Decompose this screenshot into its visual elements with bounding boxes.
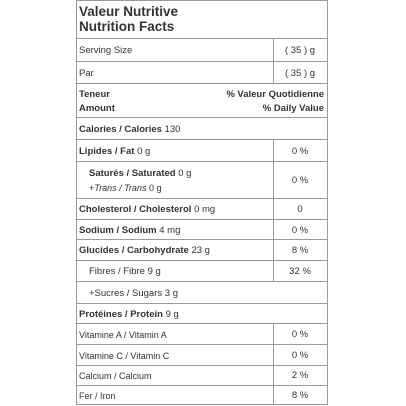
protein-row <box>77 303 327 323</box>
saturated-trans-row <box>77 161 327 198</box>
fibre-label: Fibres / Fibre <box>89 266 145 277</box>
vitamin-c-label: Vitamine C / Vitamin C <box>79 351 170 361</box>
sugars-label: +Sucres / Sugars <box>89 288 163 299</box>
serving-size-value: ( 35 ) g <box>284 45 316 56</box>
par-value: ( 35 ) g <box>284 68 316 79</box>
cholesterol-text <box>79 204 215 215</box>
fibre-text <box>89 266 161 277</box>
cholesterol-label: Cholesterol / Cholesterol <box>79 204 192 215</box>
saturated-amount: 0 g <box>178 168 192 179</box>
sodium-amount: 4 mg <box>159 225 181 236</box>
calories-label: Calories / Calories <box>79 124 162 135</box>
nutrition-facts-table <box>76 0 328 405</box>
calcium-row <box>77 365 327 385</box>
teneur-label: Teneur <box>79 89 110 100</box>
saturated-trans-dv: 0 % <box>291 175 309 186</box>
sodium-row <box>77 219 327 239</box>
carbohydrate-text <box>79 245 210 256</box>
daily-value-french: % Valeur Quotidienne <box>226 89 324 100</box>
fat-text <box>79 146 150 157</box>
calories-row <box>77 117 327 139</box>
vitamin-a-label: Vitamine A / Vitamin A <box>79 330 167 340</box>
carbohydrate-label: Glucides / Carbohydrate <box>79 245 189 256</box>
fat-row <box>77 139 327 161</box>
serving-size-label: Serving Size <box>79 45 133 56</box>
table-title <box>77 1 327 37</box>
protein-text <box>79 309 179 320</box>
trans-prefix: + <box>89 183 95 193</box>
fat-label: Lipides / Fat <box>79 146 135 157</box>
title-english: Nutrition Facts <box>79 19 175 34</box>
serving-size-row <box>77 38 327 61</box>
cholesterol-row <box>77 198 327 219</box>
sodium-dv: 0 % <box>291 225 309 236</box>
sodium-text <box>79 225 180 236</box>
carbohydrate-row <box>77 239 327 260</box>
title-french: Valeur Nutritive <box>79 4 179 19</box>
saturated-text <box>89 168 191 179</box>
vitamin-a-dv: 0 % <box>291 329 309 340</box>
calcium-dv: 2 % <box>291 370 309 381</box>
protein-label: Protéines / Protein <box>79 309 163 320</box>
column-header-row <box>77 83 327 117</box>
fibre-amount: 9 g <box>147 266 161 277</box>
iron-row <box>77 385 327 405</box>
fibre-dv: 32 % <box>289 266 311 277</box>
calories-value: 130 <box>164 124 181 135</box>
fat-dv: 0 % <box>291 146 309 157</box>
trans-label: Trans / Trans <box>94 183 147 193</box>
trans-text <box>89 183 161 193</box>
amount-label: Amount <box>79 103 115 114</box>
fat-amount: 0 g <box>137 146 151 157</box>
iron-dv: 8 % <box>291 390 309 401</box>
vitamin-a-row <box>77 323 327 344</box>
sodium-label: Sodium / Sodium <box>79 225 157 236</box>
vitamin-c-dv: 0 % <box>291 350 309 361</box>
vitamin-c-row <box>77 344 327 365</box>
calcium-label: Calcium / Calcium <box>79 371 152 381</box>
par-label: Par <box>79 68 94 79</box>
fibre-row <box>77 260 327 281</box>
carbohydrate-dv: 8 % <box>291 245 309 256</box>
sugars-amount: 3 g <box>164 288 178 299</box>
par-row <box>77 61 327 83</box>
calories-text <box>79 124 180 135</box>
sugars-text <box>89 288 178 299</box>
cholesterol-dv: 0 <box>297 204 303 215</box>
iron-label: Fer / Iron <box>79 391 116 401</box>
trans-amount: 0 g <box>148 183 162 193</box>
cholesterol-amount: 0 mg <box>194 204 216 215</box>
sugars-row <box>77 281 327 303</box>
saturated-label: Saturés / Saturated <box>89 168 176 179</box>
daily-value-english: % Daily Value <box>262 103 324 114</box>
carbohydrate-amount: 23 g <box>191 245 210 256</box>
protein-amount: 9 g <box>165 309 179 320</box>
